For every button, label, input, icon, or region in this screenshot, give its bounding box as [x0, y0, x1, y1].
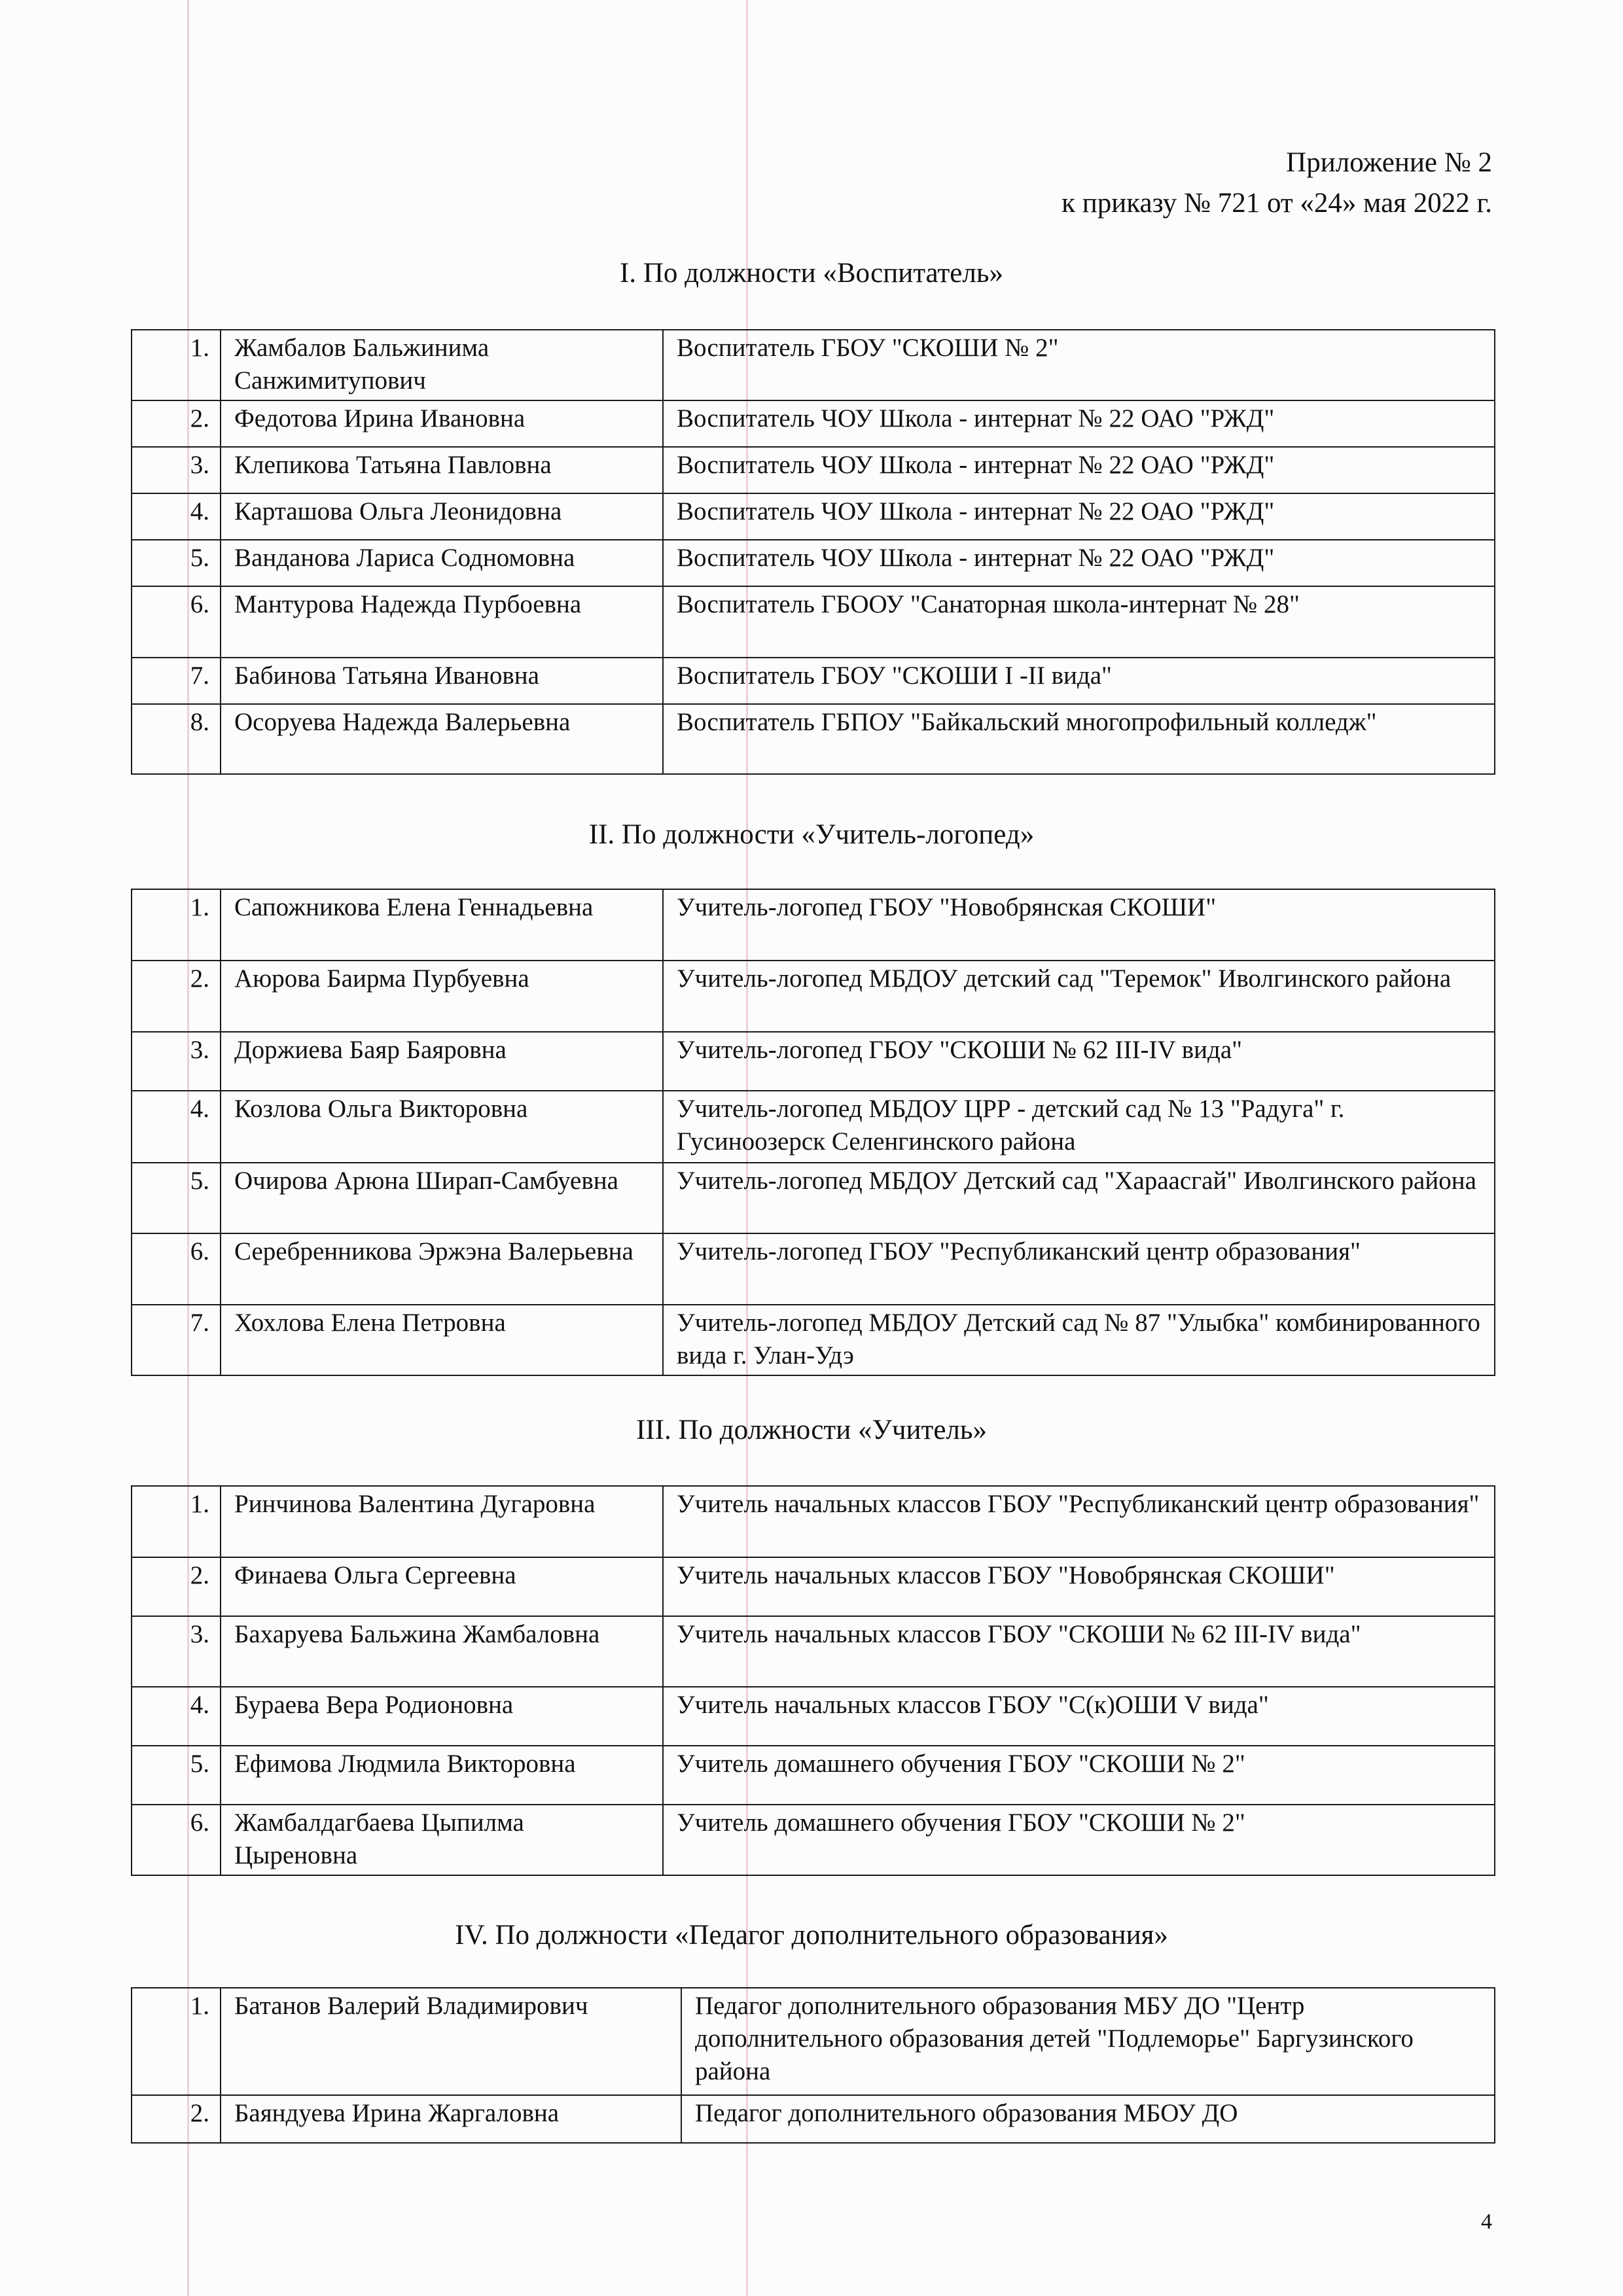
row-number: 2.	[132, 961, 221, 1032]
person-name: Аюрова Баирма Пурбуевна	[221, 961, 663, 1032]
table-row	[132, 330, 1495, 400]
person-name: Федотова Ирина Ивановна	[221, 400, 663, 447]
section-title-speech-therapist: II. По должности «Учитель-логопед»	[588, 819, 1035, 850]
person-name: Мантурова Надежда Пурбоевна	[221, 586, 663, 658]
table-row	[132, 889, 1495, 961]
person-position: Учитель-логопед МБДОУ Детский сад № 87 "Улыбка" комбинированного вида г. Улан-Удэ	[663, 1305, 1495, 1375]
table-row	[132, 704, 1495, 774]
table-row	[132, 1233, 1495, 1305]
appendix-title: Приложение № 2	[1286, 147, 1492, 178]
row-number: 8.	[132, 704, 221, 774]
table-row	[132, 1988, 1495, 2095]
table-row	[132, 1746, 1495, 1805]
person-position: Учитель-логопед МБДОУ Детский сад "Хараасгай" Иволгинского района	[663, 1163, 1495, 1233]
person-position: Учитель домашнего обучения ГБОУ "СКОШИ № 2"	[663, 1746, 1495, 1805]
person-name: Доржиева Баяр Баяровна	[221, 1032, 663, 1091]
row-number: 4.	[132, 493, 221, 540]
teacher-table	[131, 1485, 1495, 1876]
person-name: Хохлова Елена Петровна	[221, 1305, 663, 1375]
person-position: Воспитатель ЧОУ Школа - интернат № 22 ОАО "РЖД"	[663, 540, 1495, 586]
order-reference: к приказу № 721 от «24» мая 2022 г.	[1061, 188, 1492, 219]
page-number: 4	[1481, 2210, 1492, 2234]
additional-education-table	[131, 1987, 1495, 2144]
row-number: 6.	[132, 586, 221, 658]
row-number: 2.	[132, 400, 221, 447]
table-row	[132, 1616, 1495, 1687]
person-position: Учитель начальных классов ГБОУ "С(к)ОШИ V вида"	[663, 1687, 1495, 1746]
person-position: Учитель-логопед ГБОУ "Республиканский центр образования"	[663, 1233, 1495, 1305]
table-row	[132, 493, 1495, 540]
row-number: 4.	[132, 1091, 221, 1163]
person-position: Воспитатель ЧОУ Школа - интернат № 22 ОАО "РЖД"	[663, 400, 1495, 447]
person-position: Воспитатель ГБПОУ "Байкальский многопрофильный колледж"	[663, 704, 1495, 774]
speech-therapist-table	[131, 889, 1495, 1376]
person-name: Баяндуева Ирина Жаргаловна	[221, 2095, 681, 2143]
person-name: Ванданова Лариса Содномовна	[221, 540, 663, 586]
person-name: Жамбалов Бальжинима Санжимитупович	[221, 330, 663, 400]
person-position: Воспитатель ЧОУ Школа - интернат № 22 ОАО "РЖД"	[663, 447, 1495, 493]
person-name: Карташова Ольга Леонидовна	[221, 493, 663, 540]
row-number: 1.	[132, 330, 221, 400]
row-number: 3.	[132, 1032, 221, 1091]
table-row	[132, 1486, 1495, 1557]
table-row	[132, 1032, 1495, 1091]
person-name: Батанов Валерий Владимирович	[221, 1988, 681, 2095]
row-number: 2.	[132, 1557, 221, 1616]
person-position: Учитель-логопед МБДОУ детский сад "Теремок" Иволгинского района	[663, 961, 1495, 1032]
person-name: Ефимова Людмила Викторовна	[221, 1746, 663, 1805]
table-row	[132, 961, 1495, 1032]
row-number: 5.	[132, 1163, 221, 1233]
educator-table	[131, 329, 1495, 775]
person-position: Педагог дополнительного образования МБУ ДО "Центр дополнительного образования детей "Подлеморье" Баргузинского района	[681, 1988, 1495, 2095]
person-name: Осоруева Надежда Валерьевна	[221, 704, 663, 774]
table-row	[132, 586, 1495, 658]
table-row	[132, 658, 1495, 704]
person-position: Воспитатель ЧОУ Школа - интернат № 22 ОАО "РЖД"	[663, 493, 1495, 540]
row-number: 1.	[132, 1486, 221, 1557]
section-title-teacher: III. По должности «Учитель»	[636, 1415, 987, 1445]
person-position: Учитель начальных классов ГБОУ "Республиканский центр образования"	[663, 1486, 1495, 1557]
table-row	[132, 447, 1495, 493]
section-title-educator: I. По должности «Воспитатель»	[620, 258, 1003, 289]
table-row	[132, 1805, 1495, 1875]
person-position: Воспитатель ГБОУ "СКОШИ I -II вида"	[663, 658, 1495, 704]
row-number: 5.	[132, 540, 221, 586]
person-position: Воспитатель ГБООУ "Санаторная школа-интернат № 28"	[663, 586, 1495, 658]
person-position: Учитель начальных классов ГБОУ "Новобрянская СКОШИ"	[663, 1557, 1495, 1616]
person-name: Сапожникова Елена Геннадьевна	[221, 889, 663, 961]
section-title-additional-education: IV. По должности «Педагог дополнительного образования»	[455, 1920, 1168, 1951]
table-row	[132, 1091, 1495, 1163]
person-position: Педагог дополнительного образования МБОУ ДО	[681, 2095, 1495, 2143]
row-number: 3.	[132, 447, 221, 493]
table-row	[132, 540, 1495, 586]
person-name: Очирова Арюна Ширап-Самбуевна	[221, 1163, 663, 1233]
person-name: Бураева Вера Родионовна	[221, 1687, 663, 1746]
row-number: 4.	[132, 1687, 221, 1746]
row-number: 6.	[132, 1233, 221, 1305]
person-name: Ринчинова Валентина Дугаровна	[221, 1486, 663, 1557]
row-number: 6.	[132, 1805, 221, 1875]
row-number: 1.	[132, 1988, 221, 2095]
row-number: 1.	[132, 889, 221, 961]
row-number: 3.	[132, 1616, 221, 1687]
person-name: Козлова Ольга Викторовна	[221, 1091, 663, 1163]
table-row	[132, 400, 1495, 447]
person-name: Жамбалдагбаева Цыпилма Цыреновна	[221, 1805, 663, 1875]
table-row	[132, 1305, 1495, 1375]
appendix-header	[1061, 143, 1492, 224]
person-position: Воспитатель ГБОУ "СКОШИ № 2"	[663, 330, 1495, 400]
person-name: Бахаруева Бальжина Жамбаловна	[221, 1616, 663, 1687]
person-name: Финаева Ольга Сергеевна	[221, 1557, 663, 1616]
person-position: Учитель-логопед ГБОУ "СКОШИ № 62 III-IV вида"	[663, 1032, 1495, 1091]
row-number: 7.	[132, 658, 221, 704]
person-position: Учитель начальных классов ГБОУ "СКОШИ № 62 III-IV вида"	[663, 1616, 1495, 1687]
person-name: Клепикова Татьяна Павловна	[221, 447, 663, 493]
table-row	[132, 1687, 1495, 1746]
table-row	[132, 1557, 1495, 1616]
row-number: 5.	[132, 1746, 221, 1805]
person-name: Серебренникова Эржэна Валерьевна	[221, 1233, 663, 1305]
row-number: 7.	[132, 1305, 221, 1375]
person-position: Учитель домашнего обучения ГБОУ "СКОШИ № 2"	[663, 1805, 1495, 1875]
table-row	[132, 1163, 1495, 1233]
row-number: 2.	[132, 2095, 221, 2143]
person-position: Учитель-логопед МБДОУ ЦРР - детский сад № 13 "Радуга" г. Гусиноозерск Селенгинского района	[663, 1091, 1495, 1163]
person-name: Бабинова Татьяна Ивановна	[221, 658, 663, 704]
person-position: Учитель-логопед ГБОУ "Новобрянская СКОШИ"	[663, 889, 1495, 961]
table-row	[132, 2095, 1495, 2143]
